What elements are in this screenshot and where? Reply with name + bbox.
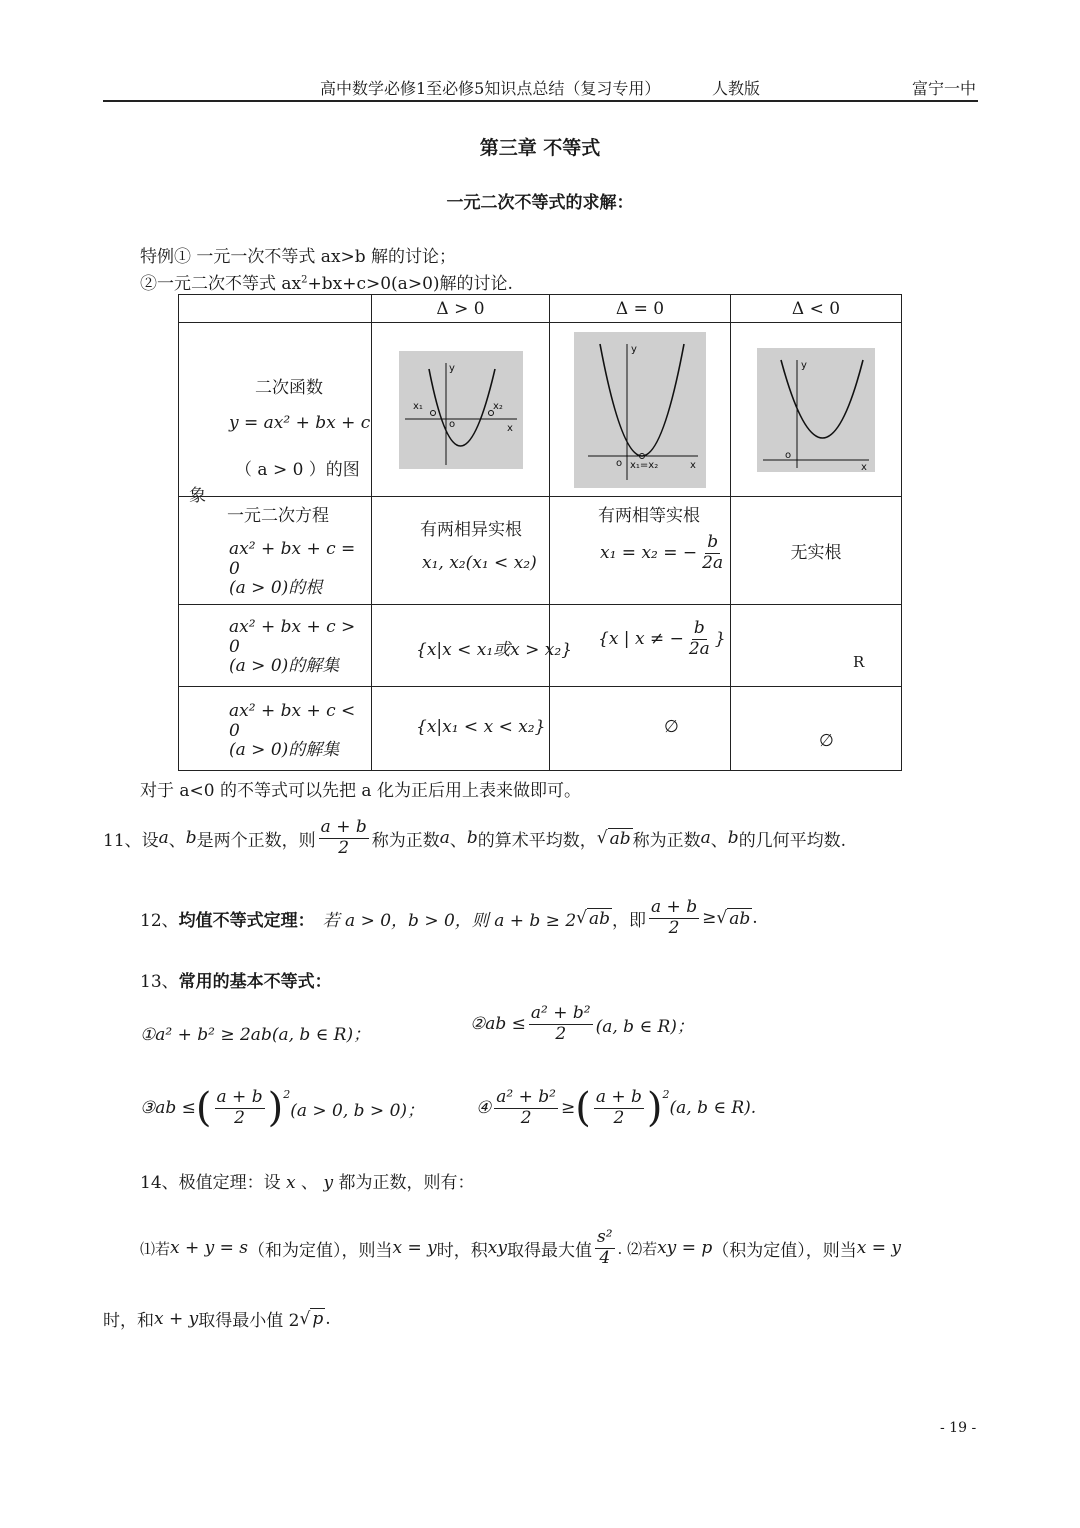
ineq4-den-2: 2 [613,1107,625,1128]
item12-sqrt-body-2: ab [729,908,751,929]
item14-l1-j: （积为定值），则当 [712,1240,857,1261]
greater-set-2-den: 2a [688,638,710,659]
roots-double-formula [600,533,728,573]
row-label-graph-line1: 二次函数 [255,378,323,398]
greater-set-2-num: b [693,618,705,638]
less-delta-zero [550,687,731,771]
item12-fraction [649,898,699,938]
roots-double-num: b [707,532,719,552]
header-school: 富宁一中 [912,79,977,98]
item14-l2-c: 取得最小值 2 [198,1311,300,1331]
note-a-negative: 对于 a<0 的不等式可以先把 a 化为正后用上表来做即可。 [140,781,581,801]
item14-l2-a: 时，和 [103,1311,154,1331]
greater-delta-positive [372,605,573,687]
item-14 [140,1168,474,1193]
greater-set-2-lhs: {x | x ≠ − [598,629,684,650]
greater-solution-set-1: {x|x < x₁或x > x₂} [416,640,573,660]
ineq4-paren-close: ) [646,1085,663,1132]
header-title: 高中数学必修1至必修5知识点总结（复习专用） [320,79,661,98]
item11-text-o: 、 [710,830,728,851]
ineq4-geq: ≥ [560,1098,576,1119]
parabola-double-root-graph [574,332,706,488]
item11-den: 2 [338,837,350,858]
row-label-graph-line3: （ a > 0 ）的图 [235,460,360,480]
ineq4-num-2: a + b [595,1087,642,1107]
item14-var-y: y [323,1173,334,1193]
ineq2-den: 2 [555,1023,567,1044]
parabola-two-roots-graph [399,351,523,469]
ineq2-fraction [529,1004,593,1044]
ineq4-num: a² + b² [496,1087,556,1107]
item-14-line-1 [140,1228,901,1268]
item14-l1-num: s² [597,1227,613,1247]
item14-text-c: 、 [301,1173,319,1193]
item11-var-a2: a [439,828,450,849]
special-case-2-text-b: +bx+c>0(a>0)解的讨论. [307,274,513,294]
less-solution-set-2: ∅ [664,717,679,737]
graph1-root-x1 [430,410,435,415]
item11-text-h: 、 [449,830,467,851]
header-edition: 人教版 [712,79,761,98]
item12-sqrt-sign: √ [576,908,587,929]
item12-num: a + b [651,897,698,917]
graph3-y-label: y [801,359,807,371]
item11-var-b3: b [727,828,739,849]
item14-l1-a: ⑴若 [140,1239,171,1258]
item12-geq: ≥ [702,908,717,929]
greater-delta-negative [731,605,902,687]
item14-l1-sum: x + y = s [170,1238,249,1259]
inequality-4 [476,1085,757,1132]
item11-text-a: 11、设 [103,830,159,851]
graph-delta-zero-cell [550,323,731,497]
roots-two-distinct-text: 有两相异实根 [420,520,522,540]
graph3-x-label: x [861,461,867,473]
row-label-graph [179,323,372,506]
special-case-1: 特例① 一元一次不等式 ax>b 解的讨论； [140,247,457,267]
item-14-line-2 [103,1306,331,1331]
greater-solution-set-2 [598,619,726,659]
item12-den: 2 [668,917,680,938]
item11-text-c: 、 [168,830,186,851]
item14-l1-product: xy [487,1238,507,1259]
item14-l2-period: . [325,1308,331,1329]
special-case-2 [140,269,513,294]
chapter-title: 第三章 不等式 [479,137,601,159]
roots-delta-zero [550,497,731,605]
row-label-greater [179,605,372,687]
roots-double-fraction [700,533,725,573]
roots-double-text: 有两相等实根 [598,506,700,526]
graph2-x-label: x [690,459,696,471]
item12-period: . [752,908,758,929]
less-delta-negative [731,687,902,771]
item-13 [140,967,332,992]
item14-var-x: x [286,1173,296,1193]
item12-title: 均值不等式定理： [178,910,315,931]
ineq3-num: a + b [216,1087,263,1107]
item14-l1-eq-2: x = y [856,1238,901,1259]
graph2-y-label: y [631,343,637,355]
less-delta-positive [372,687,550,771]
item14-text-a: 14、极值定理：设 [140,1173,281,1193]
item14-l2-sum: x + y [154,1308,199,1329]
inequality-1: ①a² + b² ≥ 2ab(a, b ∈ R)； [140,1025,371,1045]
ineq4-power: 2 [662,1088,670,1101]
section-title: 一元二次不等式的求解： [446,193,634,213]
ineq2-lhs: ②ab ≤ [470,1014,526,1035]
special-case-2-text-a: ②一元二次不等式 ax [140,274,302,294]
item11-text-j: 的算术平均数， [477,830,597,851]
item14-l2-sqrt-sign: √ [299,1308,311,1329]
row-label-roots-line1: 一元二次方程 [227,506,329,526]
item11-text-f: 称为正数 [371,830,440,851]
ineq3-den: 2 [234,1107,245,1128]
item11-var-b: b [185,828,197,849]
item11-mean-fraction [319,818,369,858]
table-row-less [179,687,902,771]
ineq4-den: 2 [520,1107,532,1128]
header-rule [103,100,978,102]
row-label-less-formula: ax² + bx + c < 0 [229,701,356,741]
item14-l2-sqrt-body: p [312,1309,324,1329]
item13-title: 常用的基本不等式： [178,972,332,992]
row-label-graph-formula: y = ax² + bx + c [229,413,371,433]
table-row-graph [179,323,902,497]
ineq3-power: 2 [283,1088,291,1101]
item14-l1-fraction [595,1228,615,1268]
graph-delta-positive-cell [372,323,550,497]
graph2-parabola [600,344,684,456]
item-12 [140,898,758,938]
greater-solution-set-3: R [853,653,865,671]
graph-delta-negative-cell [731,323,902,497]
row-label-graph-line4: 象 [189,486,206,506]
inequality-3 [140,1085,425,1132]
roots-double-lhs: x₁ = x₂ = − [600,543,698,564]
item11-sqrt-sign: √ [596,828,608,849]
item12-sqrt-sign-2: √ [716,908,728,929]
table-header-row [179,295,902,323]
ineq3-fraction [215,1088,265,1128]
row-label-greater-text: (a > 0)的解集 [229,656,340,676]
ineq3-paren-close: ) [267,1085,284,1132]
graph2-origin-label: o [616,457,623,469]
table-header-empty [179,295,372,323]
ineq4-paren-open: ( [575,1085,591,1132]
graph1-parabola [429,369,495,446]
table-header-delta-positive: Δ > 0 [372,295,550,323]
ineq3-lhs: ③ab ≤ [140,1098,196,1119]
table-header-delta-zero: Δ = 0 [550,295,731,323]
roots-delta-positive [372,497,550,605]
row-label-greater-formula: ax² + bx + c > 0 [229,617,356,657]
item11-text-q: 的几何平均数. [738,830,847,851]
row-label-roots-line3: (a > 0)的根 [229,578,323,598]
table-row-roots [179,497,902,605]
graph2-root-label: x₁=x₂ [630,459,659,471]
item-11 [103,818,846,858]
item12-number: 12、 [140,910,179,931]
graph3-parabola [781,360,863,438]
item14-l1-den: 4 [599,1247,611,1268]
item11-num: a + b [320,817,367,837]
graph1-origin-label: o [448,418,455,430]
ineq4-lhs: ④ [476,1098,492,1119]
page-number: - 19 - [940,1420,977,1436]
graph1-x-label: x [506,422,513,434]
row-label-roots-formula: ax² + bx + c = 0 [229,539,356,579]
special-case-2-sup: 2 [301,274,308,286]
item11-sqrt-body: ab [609,828,631,849]
item12-condition: 若 a > 0，b > 0，则 a + b ≥ 2 [322,910,577,931]
ineq2-rhs: (a, b ∈ R)； [595,1016,694,1037]
ineq3-paren-open: ( [195,1085,212,1132]
parabola-no-roots-graph [757,348,875,472]
greater-delta-zero [550,605,731,687]
item11-var-b2: b [466,828,478,849]
graph3-origin-label: o [785,449,792,461]
item11-var-a3: a [700,828,711,849]
inequality-2 [470,1004,694,1044]
item12-text-f: ，即 [612,910,647,931]
row-label-roots [179,497,372,605]
ineq4-fraction-2 [594,1088,644,1128]
graph1-y-label: y [448,362,455,374]
less-solution-set-1: {x|x₁ < x < x₂} [416,717,546,737]
item14-l1-c: （和为定值），则当 [248,1240,393,1261]
item12-sqrt-body: ab [588,908,611,929]
quadratic-inequality-table [178,294,902,771]
ineq3-rhs: (a > 0, b > 0)； [290,1100,425,1121]
item14-text-e: 都为正数，则有： [338,1173,475,1193]
greater-set-2-fraction [687,619,712,659]
item14-l1-eq: x = y [392,1238,437,1259]
ineq2-num: a² + b² [530,1003,591,1023]
item11-var-a: a [158,828,169,849]
item14-l1-prod-eq: xy = p [657,1238,713,1259]
roots-two-distinct-formula: x₁, x₂(x₁ < x₂) [422,553,537,573]
ineq4-rhs: (a, b ∈ R). [669,1098,757,1119]
item13-number: 13、 [140,972,179,992]
less-solution-set-3: ∅ [819,731,834,751]
item11-text-e: 是两个正数，则 [196,830,316,851]
ineq4-fraction-1 [494,1088,558,1128]
table-header-delta-negative: Δ < 0 [731,295,902,323]
item11-text-m: 称为正数 [632,830,701,851]
roots-delta-negative: 无实根 [731,497,902,605]
item14-l1-g: 取得最大值 [507,1240,592,1261]
roots-double-den: 2a [702,552,724,573]
graph1-x2-label: x₂ [492,400,503,412]
graph1-x1-label: x₁ [412,400,423,412]
item14-l1-h: . ⑵若 [617,1239,658,1258]
table-row-greater [179,605,902,687]
item14-l1-e: 时，积 [436,1240,488,1261]
greater-set-2-rhs: } [714,629,726,650]
row-label-less [179,687,372,771]
row-label-less-text: (a > 0)的解集 [229,740,340,760]
